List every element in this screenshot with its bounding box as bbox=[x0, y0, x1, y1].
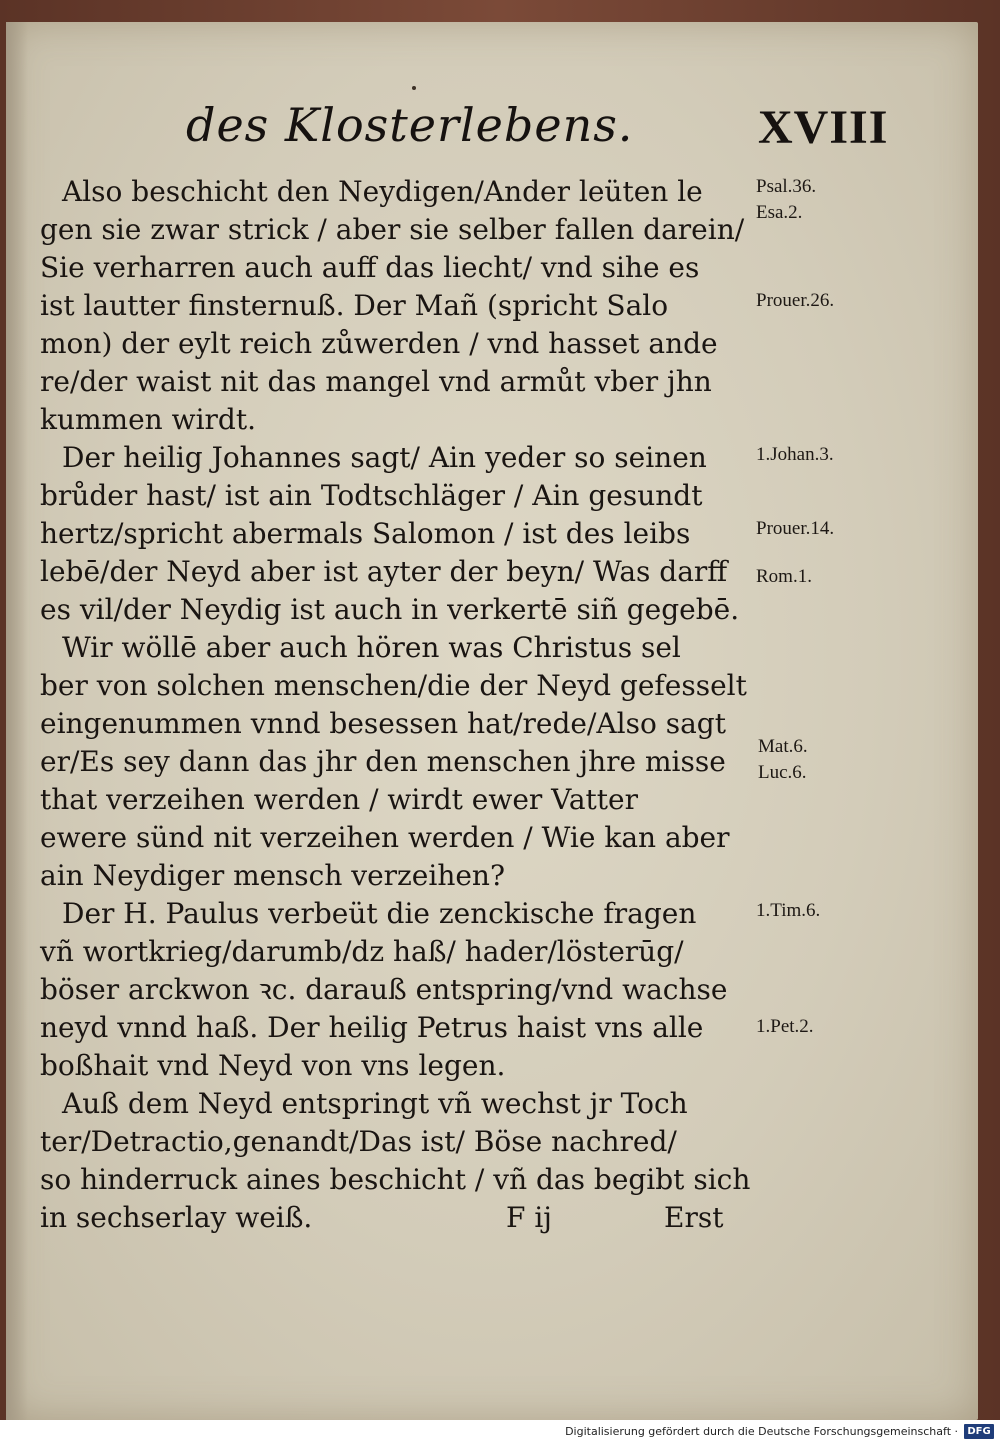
text-line: ain Neydiger mensch verzeihen? bbox=[40, 859, 505, 892]
text-line: mon) der eylt reich zůwerden / vnd hasset ande bbox=[40, 327, 718, 360]
text-line: brůder hast/ ist ain Todtschläger / Ain gesundt bbox=[40, 479, 703, 512]
text-line: Der heilig Johannes sagt/ Ain yeder so seinen bbox=[62, 441, 707, 474]
marginal-reference: 1.Johan.3. bbox=[756, 444, 834, 465]
ink-speck bbox=[412, 86, 416, 90]
text-line: Wir wöllē aber auch hören was Christus sel bbox=[62, 631, 681, 664]
signature-mark: F ij bbox=[506, 1201, 552, 1234]
marginal-reference: Rom.1. bbox=[756, 566, 812, 587]
text-line: ist lautter finsternuß. Der Mañ (spricht Salo bbox=[40, 289, 669, 322]
page-header bbox=[0, 98, 1000, 168]
text-line: ewere sünd nit verzeihen werden / Wie kan aber bbox=[40, 821, 730, 854]
text-line: kummen wirdt. bbox=[40, 403, 256, 436]
dfg-logo-icon: DFG bbox=[964, 1424, 994, 1439]
marginal-reference: 1.Tim.6. bbox=[756, 900, 821, 921]
running-head: des Klosterlebens. bbox=[186, 98, 634, 152]
text-line: eingenummen vnnd besessen hat/rede/Also sagt bbox=[40, 707, 726, 740]
text-line: böser arckwon ꝛc. darauß entspring/vnd wachse bbox=[40, 973, 728, 1006]
text-line: vñ wortkrieg/darumb/dz haß/ hader/lösterūg/ bbox=[40, 935, 684, 968]
text-line: Der H. Paulus verbeüt die zenckische fragen bbox=[62, 897, 697, 930]
text-line: lebē/der Neyd aber ist ayter der beyn/ Was darff bbox=[40, 555, 728, 588]
text-line: that verzeihen werden / wirdt ewer Vatter bbox=[40, 783, 638, 816]
marginal-reference: Esa.2. bbox=[756, 202, 803, 223]
text-line: gen sie zwar strick / aber sie selber fallen darein/ bbox=[40, 213, 745, 246]
marginal-reference: 1.Pet.2. bbox=[756, 1016, 814, 1037]
folio-number: XVIII bbox=[758, 101, 889, 154]
text-line: es vil/der Neydig ist auch in verkertē siñ gegebē. bbox=[40, 593, 740, 626]
catchword: Erst bbox=[664, 1201, 724, 1234]
text-line: ber von solchen menschen/die der Neyd gefesselt bbox=[40, 669, 747, 702]
text-line: neyd vnnd haß. Der heilig Petrus haist vns alle bbox=[40, 1011, 704, 1044]
marginal-reference: Prouer.14. bbox=[756, 518, 835, 539]
text-line: Also beschicht den Neydigen/Ander leüten le bbox=[62, 175, 703, 208]
text-line: hertz/spricht abermals Salomon / ist des leibs bbox=[40, 517, 691, 550]
text-line: so hinderruck aines beschicht / vñ das begibt sich bbox=[40, 1163, 751, 1196]
text-line: Auß dem Neyd entspringt vñ wechst jr Toch bbox=[62, 1087, 688, 1120]
text-line: er/Es sey dann das jhr den menschen jhre misse bbox=[40, 745, 726, 778]
text-line: re/der waist nit das mangel vnd armůt vber jhn bbox=[40, 365, 712, 398]
funding-credit: Digitalisierung gefördert durch die Deutsche Forschungsgemeinschaft · bbox=[565, 1425, 958, 1438]
page-gutter-shadow bbox=[6, 22, 28, 1420]
text-line: Sie verharren auch auff das liecht/ vnd sihe es bbox=[40, 251, 700, 284]
text-line: boßhait vnd Neyd von vns legen. bbox=[40, 1049, 506, 1082]
marginal-reference: Psal.36. bbox=[756, 176, 817, 197]
text-line: ter/Detractio,genandt/Das ist/ Böse nachred/ bbox=[40, 1125, 677, 1158]
footer-bar bbox=[0, 1420, 1000, 1444]
text-line: in sechserlay weiß. bbox=[40, 1201, 313, 1234]
marginal-reference: Prouer.26. bbox=[756, 290, 835, 311]
marginal-reference: Mat.6. bbox=[758, 736, 808, 757]
marginal-reference: Luc.6. bbox=[758, 762, 807, 783]
